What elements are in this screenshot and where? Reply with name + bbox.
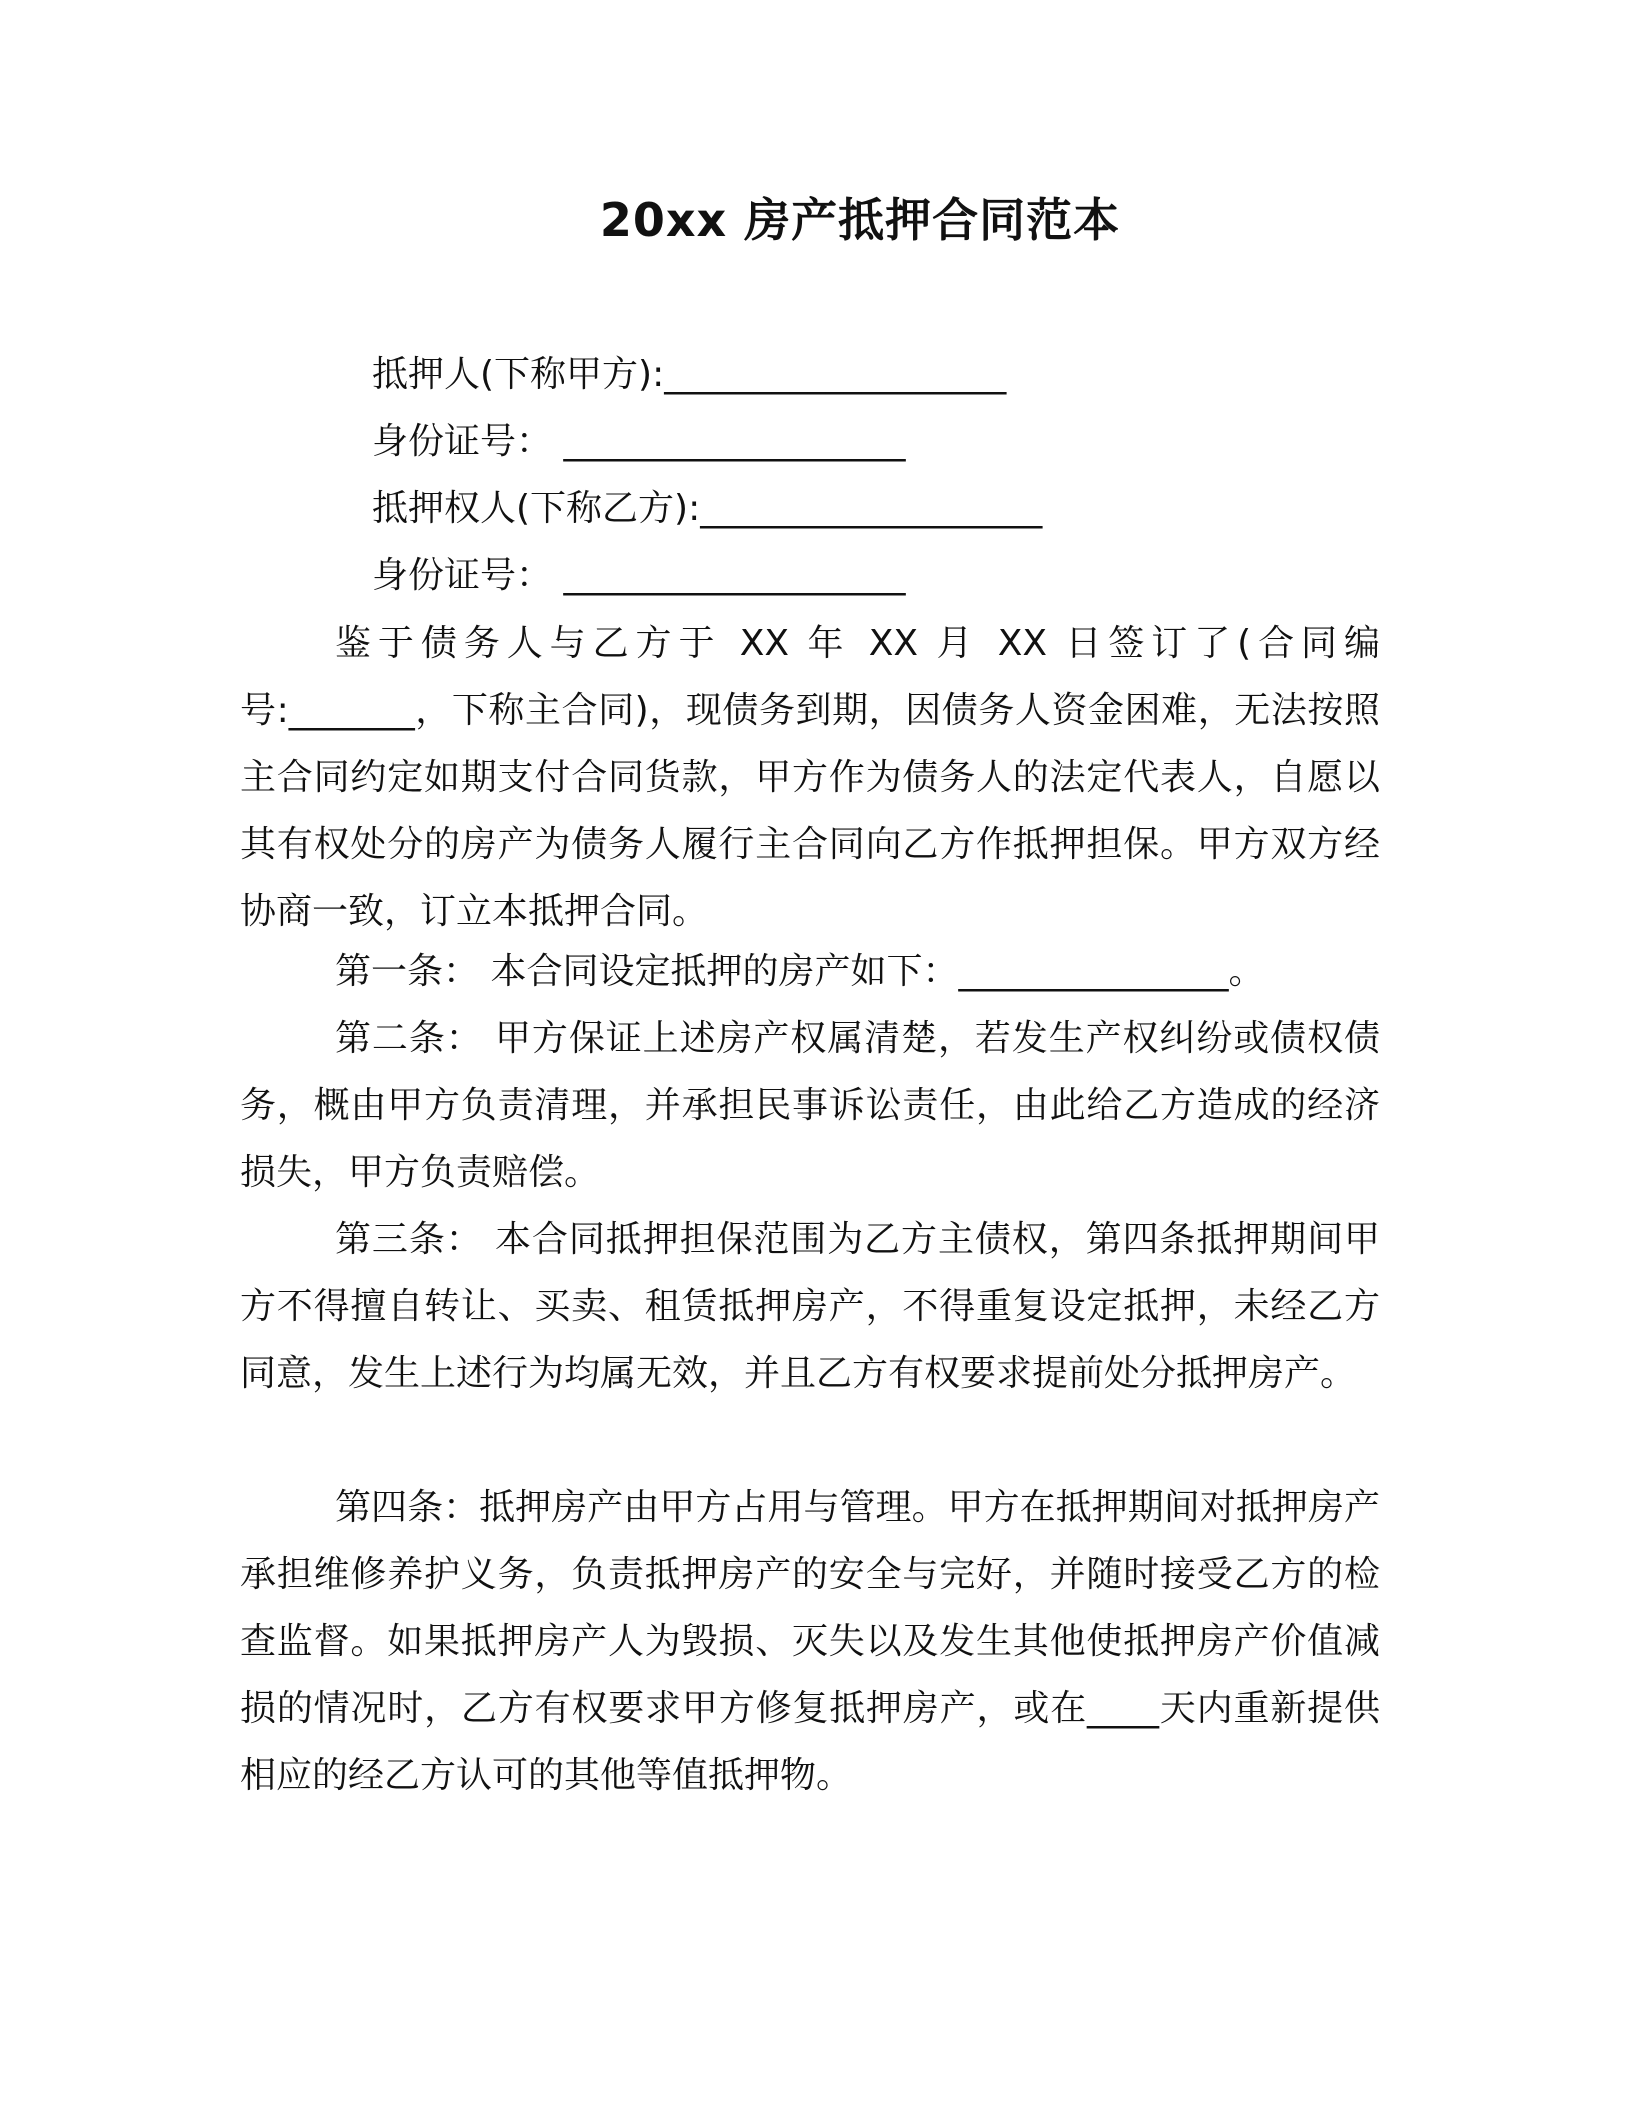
article-1-paragraph: 第一条： 本合同设定抵押的房产如下：_______________。 — [335, 951, 1265, 992]
document-title: 20xx 房产抵押合同范本 — [599, 193, 1121, 247]
mortgagor-id-field: 身份证号： ___________________ — [372, 421, 906, 462]
mortgagee-field: 抵押权人(下称乙方):___________________ — [372, 488, 1043, 529]
article-4-paragraph: 第四条：抵押房产由甲方占用与管理。甲方在抵押期间对抵押房产承担维修养护义务，负责抵押房产的安全与完好，并随时接受乙方的检查监督。如果抵押房产人为毁损、灭失以及发生其他使抵押房产价值减损的情况时，乙方有权要求甲方修复抵押房产，或在____天内重新提供相应的经乙方认可的其他等值抵押物。 — [240, 1487, 1380, 1796]
preamble-paragraph: 鉴于债务人与乙方于 XX 年 XX 月 XX 日签订了(合同编号:_______，下称主合同)，现债务到期，因债务人资金困难，无法按照主合同约定如期支付合同货款，甲方作为债务人的法定代表人，自愿以其有权处分的房产为债务人履行主合同向乙方作抵押担保。甲方双方经协商一致，订立本抵押合同。 — [240, 623, 1380, 932]
article-2-paragraph: 第二条： 甲方保证上述房产权属清楚，若发生产权纠纷或债权债务，概由甲方负责清理，并承担民事诉讼责任，由此给乙方造成的经济损失，甲方负责赔偿。 — [240, 1018, 1380, 1193]
mortgagee-id-field: 身份证号： ___________________ — [372, 555, 906, 596]
article-3-paragraph: 第三条： 本合同抵押担保范围为乙方主债权，第四条抵押期间甲方不得擅自转让、买卖、租赁抵押房产，不得重复设定抵押，未经乙方同意，发生上述行为均属无效，并且乙方有权要求提前处分抵押房产。 — [240, 1219, 1380, 1394]
mortgagor-field: 抵押人(下称甲方):___________________ — [372, 354, 1007, 395]
